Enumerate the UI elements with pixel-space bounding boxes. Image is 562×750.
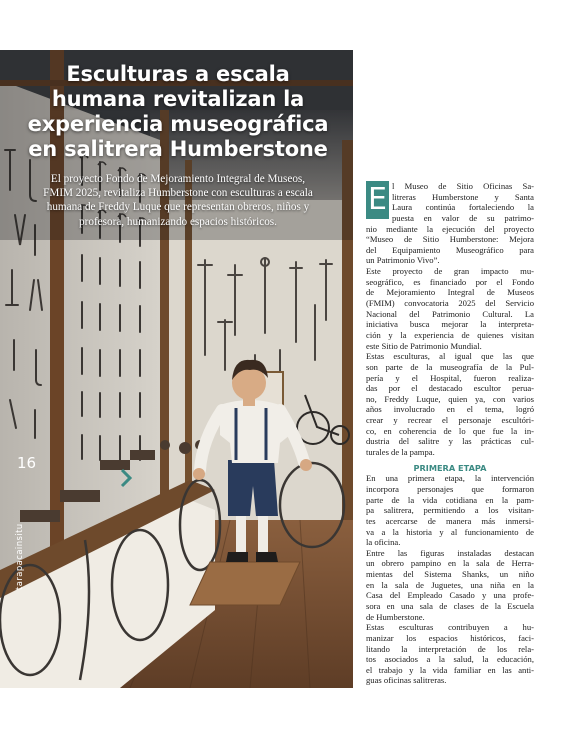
article-title bbox=[18, 62, 338, 162]
title-line: Esculturas a escala bbox=[66, 62, 290, 86]
body-line: en la sala de Juguetes, una niña en la bbox=[366, 579, 534, 590]
body-line: Estas esculturas, al igual que las que bbox=[366, 351, 534, 362]
body-line: un obrero pampino en la sala de Herra- bbox=[366, 558, 534, 569]
lead-line: profesora, humanizando espacios históricos. bbox=[79, 215, 277, 228]
body-line: dustria del salitre y las prácticas cul- bbox=[366, 436, 534, 447]
drop-cap: E bbox=[366, 181, 389, 219]
body-line: (FMIM) convocatoria 2025 del Servicio bbox=[366, 298, 534, 309]
body-line: del Equipamiento Museográfico para bbox=[366, 244, 534, 255]
body-line: este Sitio de Patrimonio Mundial. bbox=[366, 340, 482, 351]
title-line: humana revitalizan la bbox=[51, 87, 305, 111]
body-line: son parte de la museografía de la Pul- bbox=[366, 361, 534, 372]
body-line: sora en una sala de clases de la Escuela bbox=[366, 600, 534, 611]
body-line: incorpora personajes que formaron bbox=[366, 483, 534, 494]
body-line: Estas esculturas contribuyen a hu- bbox=[366, 622, 534, 633]
article-lead bbox=[22, 172, 334, 229]
body-line: “Museo de Sitio Humberstone: Mejora bbox=[366, 234, 534, 245]
body-line: iniciativa busca mejorar la interpreta- bbox=[366, 319, 534, 330]
body-line: Laura continúa fortaleciendo la bbox=[392, 202, 534, 213]
body-line: crear y recrear el personaje escultóri- bbox=[366, 415, 534, 426]
body-line: nio mediante la ejecución del proyecto bbox=[366, 223, 534, 234]
body-line: co, en coherencia de lo que fue la in- bbox=[366, 425, 534, 436]
body-line: parte de la vida cotidiana en la pam- bbox=[366, 494, 534, 505]
body-line: Nacional del Patrimonio Cultural. La bbox=[366, 308, 534, 319]
body-line: manizar los espacios históricos, faci- bbox=[366, 632, 534, 643]
body-line: das por el destacado escultor perua- bbox=[366, 383, 534, 394]
body-line: litreras Humberstone y Santa bbox=[392, 191, 534, 202]
body-line: no, Freddy Luque, quien ya, con varios bbox=[366, 393, 534, 404]
body-line: puesta en valor de su patrimo- bbox=[392, 212, 534, 223]
lead-line: humana de Freddy Luque que representan obreros, niños y bbox=[46, 201, 310, 214]
page-number: 16 bbox=[17, 454, 37, 472]
title-line: en salitrera Humberstone bbox=[28, 137, 328, 161]
body-line: turales de la pampa. bbox=[366, 447, 435, 458]
body-line: litando la interpretación de los rela- bbox=[366, 643, 534, 654]
lead-line: FMIM 2025, revitaliza Humberstone con esculturas a escala bbox=[43, 187, 313, 200]
body-line: Entre las figuras instaladas destacan bbox=[366, 547, 534, 558]
body-line: ción y la experiencia de quienes visitan bbox=[366, 329, 534, 340]
title-line: experiencia museográfica bbox=[27, 112, 329, 136]
body-line: tes acercarse de manera más inmersi- bbox=[366, 515, 534, 526]
body-line: el trabajo y la vida familiar en las anti- bbox=[366, 664, 534, 675]
body-line: va a la historia y al funcionamiento de bbox=[366, 526, 534, 537]
body-line: Casa del Empleado Casado y una profe- bbox=[366, 590, 534, 601]
body-line: seográfico, es financiado por el Fondo bbox=[366, 276, 534, 287]
body-line: de Mejoramiento Integral de Museos bbox=[366, 287, 534, 298]
body-line: mientas del Sistema Shanks, un niño bbox=[366, 569, 534, 580]
body-line: pería y el Hospital, fueron realiza- bbox=[366, 372, 534, 383]
body-column bbox=[366, 181, 534, 686]
body-line: guas oficinas salitreras. bbox=[366, 675, 447, 686]
website-credit: tarapacainsitu bbox=[15, 523, 25, 590]
body-line: En una primera etapa, la intervención bbox=[366, 473, 534, 484]
body-line: l Museo de Sitio Oficinas Sa- bbox=[392, 181, 534, 191]
lead-line: El proyecto Fondo de Mejoramiento Integral de Museos, bbox=[50, 173, 306, 185]
body-line: tos asociados a la salud, la educación, bbox=[366, 654, 534, 665]
body-line: un Patrimonio Vivo”. bbox=[366, 255, 440, 266]
body-line: Este proyecto de gran impacto mu- bbox=[366, 266, 534, 277]
body-line: pa salitrera, permitiendo a los visitan- bbox=[366, 505, 534, 516]
body-line: la oficina. bbox=[366, 537, 401, 548]
body-line: años involucrado en el tema, logró bbox=[366, 404, 534, 415]
section-heading: PRIMERA ETAPA bbox=[413, 462, 487, 473]
museum-photo bbox=[0, 50, 353, 688]
body-line: de Humberstone. bbox=[366, 611, 425, 622]
